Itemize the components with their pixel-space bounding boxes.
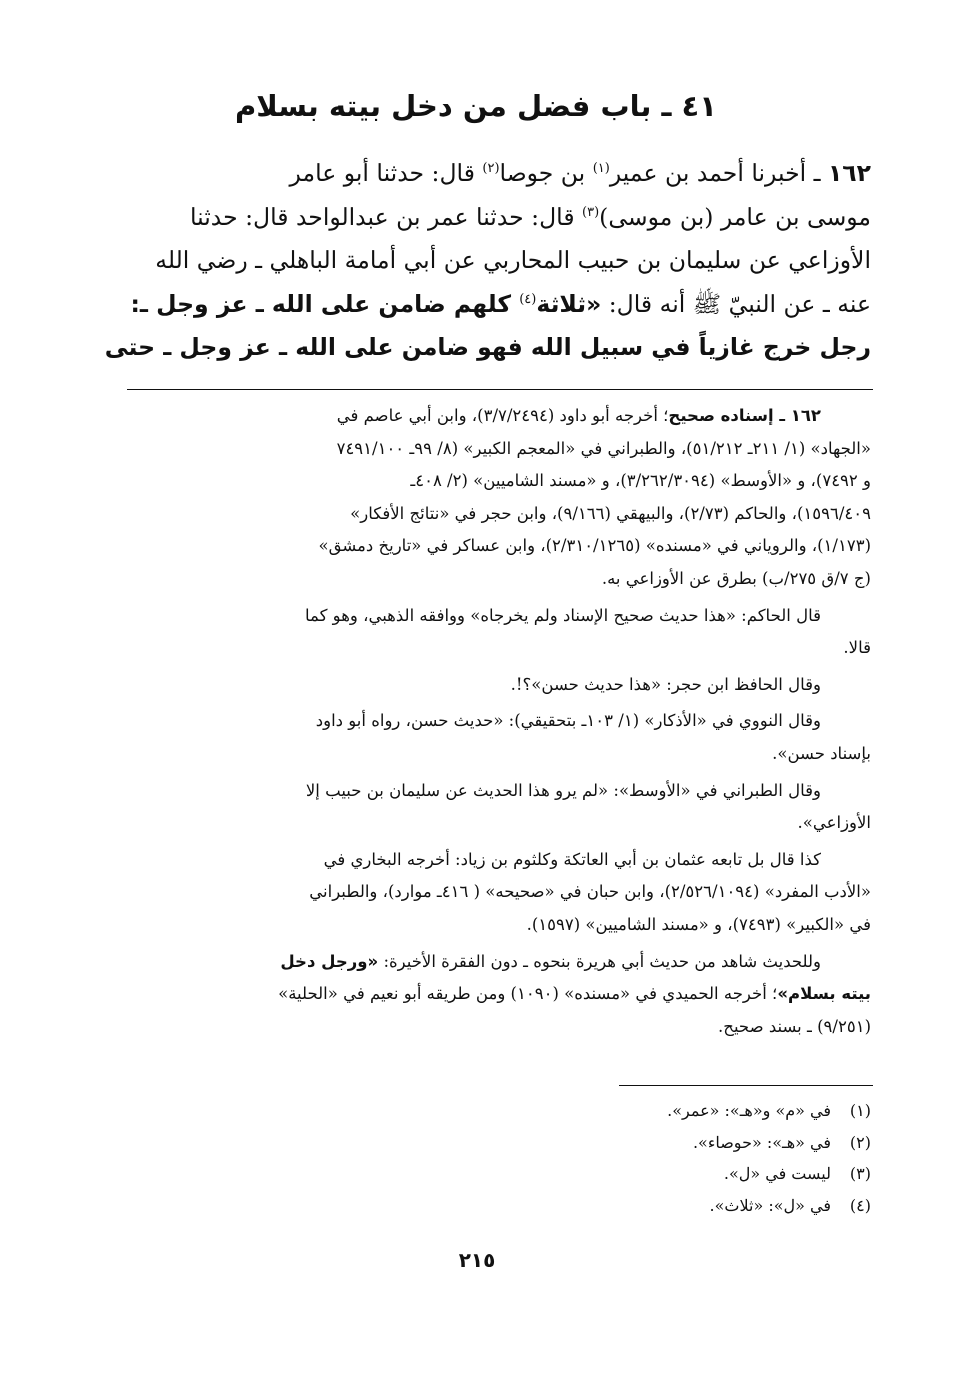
note-line: كذا قال بل تابعه عثمان بن أبي العاتكة وكلثوم بن زياد: أخرجه البخاري في: [323, 849, 821, 869]
page-number: ٢١٥: [458, 1248, 496, 1272]
footnote-ref[interactable]: (٣): [582, 204, 600, 220]
note-line: ١٥٩٦/٤٠٩)، والحاكم (٢/٧٣)، والبيهقي (٩/١٦٦)، وابن حجر في «نتائج الأفكار»: [350, 503, 871, 523]
hadith-number: ١٦٢: [827, 159, 871, 187]
hadith-text-segment: بن جوصا: [499, 159, 593, 187]
hadith-text-segment: قال: حدثنا عمر بن عبدالواحد قال: حدثنا: [189, 202, 583, 231]
footnote-item: [571, 1190, 871, 1222]
hadith-line: الأوزاعي عن سليمان بن حبيب المحاربي عن أبي أمامة الباهلي ـ رضي الله: [155, 246, 871, 274]
note-line: في «الكبير» (٧٤٩٣)، و «مسند الشاميين» (١٥٩٧).: [526, 914, 871, 934]
note-text: ؛ أخرجه الحميدي في «مسنده» (١٠٩٠) ومن طريقه أبو نعيم في «الحلية»: [278, 984, 778, 1004]
hadith-matn-bold: «ثلاثة: [536, 289, 602, 318]
note-line: [123, 978, 871, 1011]
footnote-text: في «م» و«هـ»: «عمر».: [667, 1101, 831, 1120]
note-line: قالا.: [843, 638, 871, 658]
footnote-text: في «هـ»: «حوصاء».: [692, 1132, 831, 1152]
note-line: (ج ٧/ق ٢٧٥/ب) بطرق عن الأوزاعي به.: [601, 568, 871, 588]
footnote-mark: (٤): [849, 1195, 871, 1215]
note-line: بإسناد حسن».: [772, 743, 871, 763]
note-quote-bold: «ورجل دخل: [280, 951, 379, 971]
footnote-mark: (٣): [849, 1164, 871, 1183]
footnote-ref[interactable]: (٤): [519, 291, 537, 307]
hadith-line: رجل خرج غازياً في سبيل الله فهو ضامن على الله ـ عز وجل ـ حتى: [104, 333, 871, 361]
note-line: وقال الطبراني في «الأوسط»: «لم يرو هذا الحديث عن سليمان بن حبيب إلا: [305, 780, 821, 800]
hadith-text-segment: موسى بن عامر (بن موسى): [599, 202, 871, 231]
note-verdict: ـ إسناده صحيح: [668, 406, 791, 425]
footnote-ref[interactable]: (١): [592, 161, 610, 176]
footnotes: [571, 1095, 871, 1221]
note-line: [123, 400, 871, 433]
note-line: و ٧٤٩٢)، و «الأوسط» (٣/٢٦٢/٣٠٩٤)، و «مسند الشاميين» (٢/ ٤٠٨ـ: [410, 471, 871, 491]
hadith-text-segment: عنه ـ عن النبيّ ﷺ أنه قال:: [601, 289, 871, 318]
hadith-line: [83, 196, 871, 240]
footnote-ref[interactable]: (٢): [482, 161, 500, 176]
section-divider: [127, 389, 873, 390]
note-line: (٩/٢٥١) ـ بسند صحيح.: [718, 1016, 871, 1036]
note-line: [123, 946, 871, 979]
footnote-text: في «ل»: «ثلاث».: [709, 1195, 831, 1215]
footnote-text: ليست في «ل».: [723, 1164, 831, 1183]
note-line: «الجهاد» (١/ ٢١١ـ ٥١/٢١٢)، والطبراني في «المعجم الكبير» (٨/ ٩٩ـ ٧٤٩١/١٠٠: [336, 438, 871, 458]
note-line: الأوزاعي».: [797, 813, 871, 833]
hadith-line: [83, 283, 871, 327]
note-number: ١٦٢: [790, 406, 821, 425]
note-line: وقال النووي في «الأذكار» (١/ ١٠٣ـ بتحقيقي): «حديث حسن، رواه أبو داود: [315, 711, 821, 731]
chapter-title: ٤١ ـ باب فضل من دخل بيته بسلام: [235, 89, 717, 123]
note-line: «الأدب المفرد» (٢/٥٢٦/١٠٩٤)، وابن حبان في «صحيحه» ( ٤١٦ـ موارد)، والطبراني: [309, 882, 871, 902]
hadith-text-segment: قال: حدثنا أبو عامر: [289, 159, 483, 187]
note-text: وللحديث شاهد من حديث أبي هريرة بنحوه ـ دون الفقرة الأخيرة:: [378, 951, 821, 971]
note-line: (١/١٧٣)، والروياني في «مسنده» (٢/٣١٠/١٢٦٥)، وابن عساكر في «تاريخ دمشق»: [318, 536, 871, 556]
hadith-matn-bold: كلهم ضامن على الله ـ عز وجل ـ:: [130, 289, 520, 318]
footnote-mark: (٢): [849, 1132, 871, 1152]
footnote-item: [571, 1095, 871, 1127]
footnote-divider: [619, 1085, 873, 1086]
footnote-item: [571, 1127, 871, 1159]
note-text: ؛ أخرجه أبو داود (٣/٧/٢٤٩٤)، وابن أبي عاصم في: [336, 406, 669, 425]
hadith-text: [83, 152, 871, 370]
hadith-line: [83, 152, 871, 196]
footnote-mark: (١): [849, 1101, 871, 1120]
takhrij-notes: [123, 400, 871, 1043]
note-line: قال الحاكم: «هذا حديث صحيح الإسناد ولم يخرجاه» ووافقه الذهبي، وهو كما: [305, 605, 821, 625]
note-quote-bold: بيته بسلام»: [777, 984, 871, 1004]
note-line: وقال الحافظ ابن حجر: «هذا حديث حسن»؟!.: [510, 674, 821, 694]
footnote-item: [571, 1158, 871, 1190]
hadith-text-segment: ـ أخبرنا أحمد بن عمير: [609, 159, 828, 187]
